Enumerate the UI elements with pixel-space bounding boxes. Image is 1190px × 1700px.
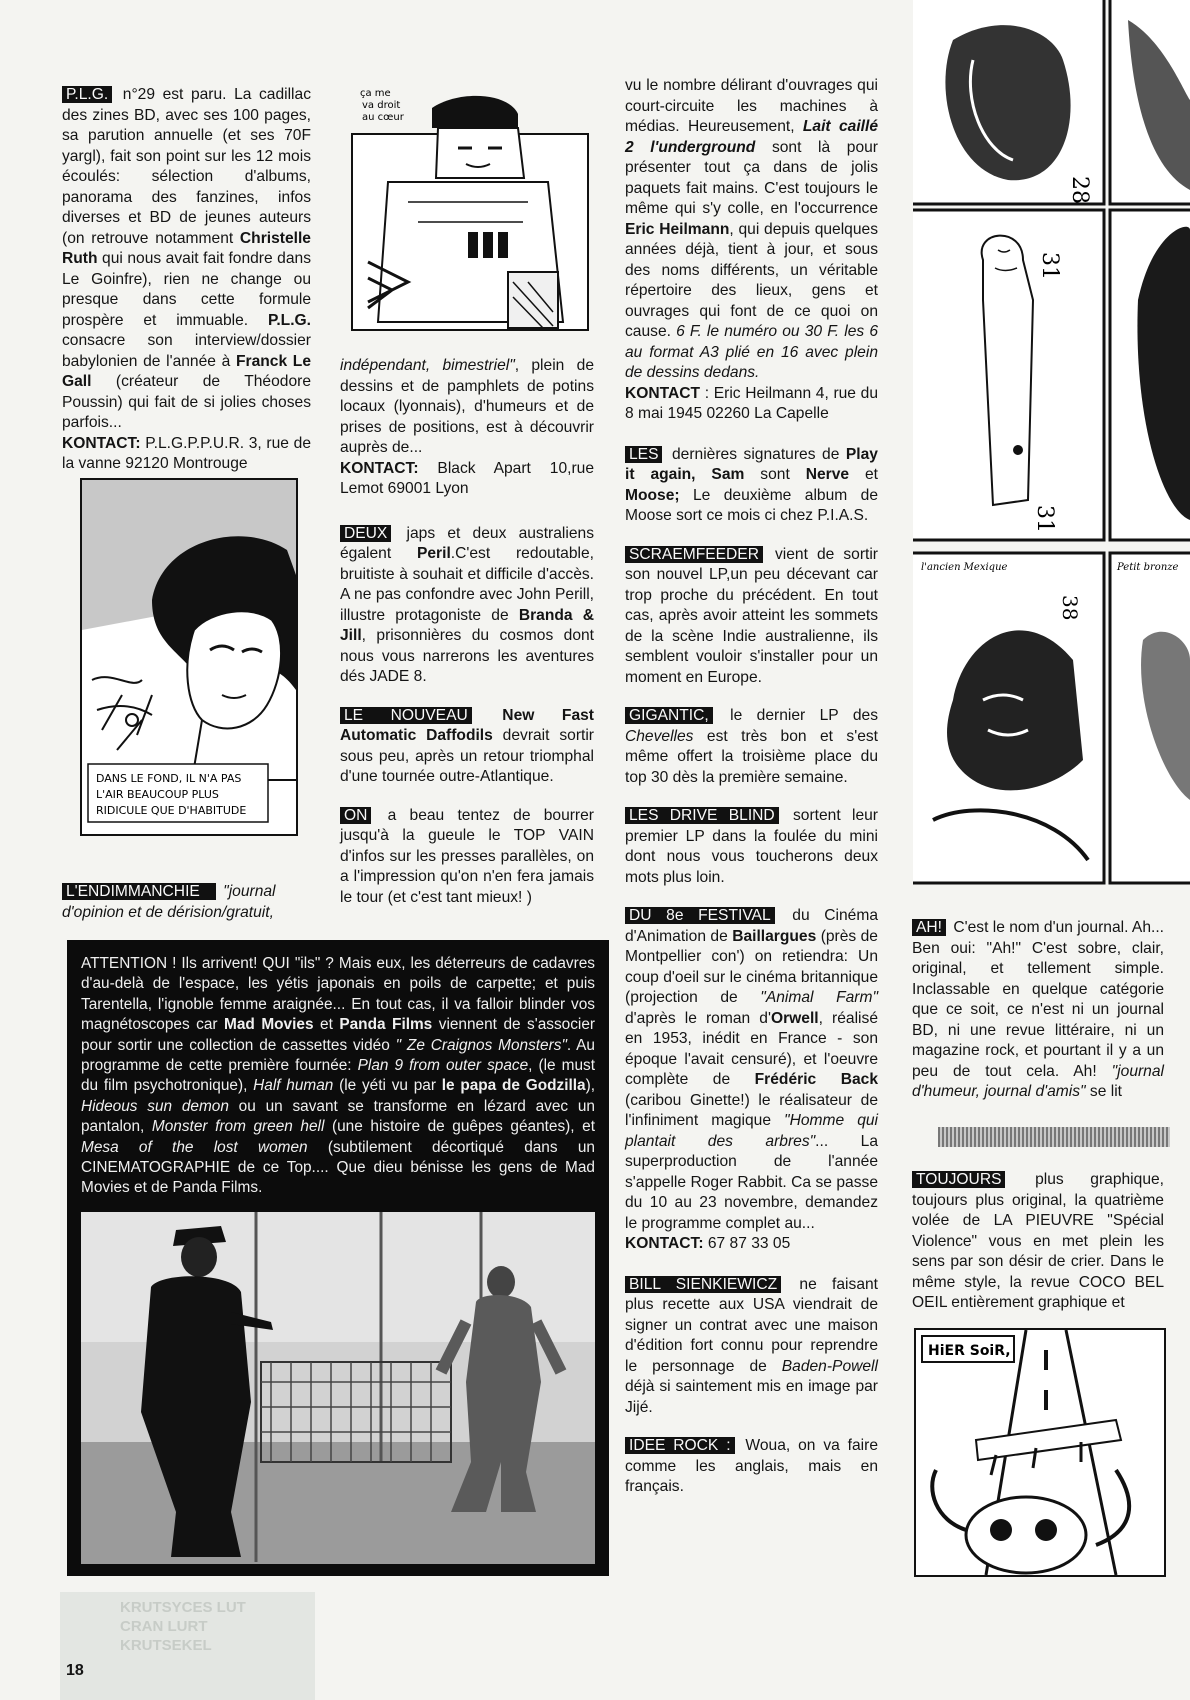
sketch-strip-drawing (913, 0, 1190, 895)
movie-still-drawing (81, 1212, 595, 1564)
caption-line-1: DANS LE FOND, IL N'A PAS (96, 772, 242, 785)
section-tag-bill-sienkiewicz: BILL SIENKIEWICZ (625, 1276, 781, 1293)
column-2 (340, 356, 594, 926)
officer-drawing (348, 82, 594, 340)
section-tag-le-nouveau: LE NOUVEAU (340, 707, 472, 724)
officer-cartoon (348, 82, 594, 340)
strip-number-2: 31 (1037, 252, 1062, 280)
comic-panel-woman (80, 478, 298, 836)
section-tag-on: ON (340, 807, 371, 824)
movie-still-photo (81, 1212, 595, 1564)
article-on: ON a beau tentez de bourrer jusqu'à la gueule le TOP VAIN d'infos sur les presses parallèles, on a l'impression qu'on n'en fera jamais le tour (et c'est tant mieux! ) (340, 806, 594, 906)
article-heilmann: vu le nombre délirant d'ouvrages qui court-circuite les machines à médias. Heureusement, Lait caillé 2 l'underground sont là pour présenter tout ça dans de jolis paquets fait mains. C'est toujours le même qui s'y colle, en l'occurrence Eric Heilmann, qui depuis quelques années déjà, tient à jour, et sous des noms différents, un véritable répertoire des lieux, gens et ouvrages qui font de ce quoi on cause. 6 F. le numéro ou 30 F. les 6 au format A3 plié en 16 avec plein de dessins dedans. (625, 77, 879, 381)
bleed-through-area (60, 1592, 315, 1700)
article-plg: P.L.G. n°29 est paru. La cadillac des zines BD, avec ses 100 pages, sa parution annuelle (et ses 70F yargl), fait son point sur les 12 mois écoulés: sélection d'albums, panorama des fanzines, infos diverses et BD de jeunes auteurs (on retrouve notamment Christelle Ruth qui nous avait fait fondre dans Le Goinfre), rien ne change ou presque dans cette formule prospère et immuable. P.L.G. consacre son interview/dossier babylonien de l'année à Franck Le Gall (créateur de Théodore Poussin) qui fait de si jolies choses parfois... (62, 86, 311, 431)
column-1 (62, 85, 311, 475)
strip-note-2: Petit bronze (1117, 562, 1179, 573)
section-tag-drive-blind: LES DRIVE BLIND (625, 807, 779, 824)
column-4 (912, 918, 1164, 1121)
hier-soir-drawing (916, 1330, 1164, 1575)
kontact-endimmanchie: KONTACT: Black Apart 10,rue Lemot 69001 Lyon (340, 459, 594, 497)
section-tag-les: LES (625, 446, 662, 463)
strip-number-3: 31 (1032, 505, 1057, 533)
article-les: LES dernières signatures de Play it again, Sam sont Nerve et Moose; Le deuxième album de Moose sort ce mois ci chez P.I.A.S. (625, 445, 878, 524)
woman-drawing (82, 480, 296, 834)
hier-soir-comic (914, 1328, 1166, 1577)
section-tag-idee-rock: IDEE ROCK : (625, 1437, 735, 1454)
strip-number-1: 28 (1067, 176, 1092, 204)
mad-movies-box (67, 940, 609, 1576)
article-deux: DEUX japs et deux australiens égalent Peril.C'est redoutable, bruitiste à souhait et difficile d'accès. A ne pas confondre avec John Perill, illustre protagoniste de Branda & Jill, prisonnières du cosmos dont nous vous narrerons les aventures dés JADE 8. (340, 524, 594, 685)
article-endimmanchie-start: L'ENDIMMANCHIE "journal d'opinion et de dérision/gratuit, (62, 883, 276, 921)
kontact-plg: KONTACT: P.L.G.P.P.U.R. 3, rue de la vanne 92120 Montrouge (62, 434, 311, 472)
article-drive-blind: LES DRIVE BLIND sortent leur premier LP dans la foulée du mini dont nous vous toucherons deux mots plus loin. (625, 807, 878, 886)
section-tag-deux: DEUX (340, 525, 391, 542)
caption-line-2: L'AIR BEAUCOUP PLUS (96, 788, 219, 801)
ghost-line-3: KRUTSEKEL (120, 1637, 212, 1654)
hier-soir-label: HiER SoiR, (928, 1343, 1011, 1359)
section-tag-ah: AH! (912, 919, 946, 936)
article-idee-rock: IDEE ROCK : Woua, on va faire comme les anglais, mais en français. (625, 1437, 878, 1495)
article-bill-sienkiewicz: BILL SIENKIEWICZ ne faisant plus recette aux USA viendrait de signer un contrat avec une maison d'édition fort connu pour reprendre le personnage de Baden-Powell déjà si saintement mis en image par Jijé. (625, 1275, 878, 1416)
officer-note-1: ça me (360, 88, 391, 99)
mad-movies-text: ATTENTION ! Ils arrivent! QUI "ils" ? Mais eux, les déterreurs de cadavres d'au-delà de l'espace, les yétis japonais en poils de carpette; et puis Tarentella, l'ignoble femme araignée... En tout cas, il va falloir blinder vos magnétoscopes car Mad Movies et Panda Films viennent de s'associer pour sortir une collection de cassettes vidéo " Ze Craignos Monsters". Au programme de cette première fournée: Plan 9 from outer space, (le must du film psychotronique), Half human (le yéti vu par le papa de Godzilla), Hideous sun demon ou un savant se transforme en lézard avec un pantalon, Monster from green hell (une histoire de guêpes géantes), et Mesa of the lost women (subtilement décortiqué dans un CINEMATOGRAPHIE de ce Top.... Que dieu bénisse les gens de Mad Movies et de Panda Films. (81, 955, 596, 1197)
ghost-line-2: CRAN LURT (120, 1618, 208, 1635)
section-tag-scraemfeeder: SCRAEMFEEDER (625, 546, 763, 563)
hatched-divider (938, 1127, 1170, 1147)
section-tag-festival: DU 8e FESTIVAL (625, 907, 775, 924)
section-tag-toujours: TOUJOURS (912, 1171, 1005, 1188)
article-scraemfeeder: SCRAEMFEEDER vient de sortir son nouvel LP,un peu décevant car trop proche du précédent. En tout cas, après avoir atteint les sommets de la scène Indie australienne, ils semblent vouloir s'installer pour un moment en Europe. (625, 545, 878, 686)
article-ah: AH! C'est le nom d'un journal. Ah... Ben oui: "Ah!" C'est sobre, clair, original, et tellement simple. Inclassable en quelque catégorie que ce soit, ce n'est ni un journal BD, ni une revue littéraire, ni un magazine rock, et pourtant il y a un peu de tout cela. Ah! "journal d'humeur, journal d'amis" se lit (912, 919, 1164, 1100)
caption-line-3: RIDICULE QUE D'HABITUDE (96, 804, 247, 817)
officer-note-3: au cœur (362, 112, 404, 123)
column-3 (625, 76, 878, 1516)
strip-number-4: 38 (1058, 595, 1082, 621)
section-tag-endimmanchie: L'ENDIMMANCHIE (62, 883, 216, 900)
kontact-festival: KONTACT: 67 87 33 05 (625, 1235, 791, 1252)
article-endimmanchie-cont: indépendant, bimestriel", plein de dessins et de pamphlets de potins locaux (lyonnais), d'humeurs et de prises de positions, est à découvrir auprès de... (340, 357, 594, 456)
article-le-nouveau: LE NOUVEAU New Fast Automatic Daffodils devrait sortir sous peu, après un retour triomphal d'une tournée outre-Atlantique. (340, 706, 594, 785)
officer-note-2: va droit (362, 100, 401, 111)
section-tag-gigantic: GIGANTIC, (625, 707, 713, 724)
kontact-heilmann: KONTACT : Eric Heilmann 4, rue du 8 mai 1945 02260 La Capelle (625, 384, 878, 422)
article-festival: DU 8e FESTIVAL du Cinéma d'Animation de Baillargues (près de Montpellier con') on retiendra: Un coup d'oeil sur le cinéma britannique (projection de "Animal Farm" d'après le roman d'Orwell, réalisé en 1953, inédit en France - son époque l'avait censuré), et l'oeuvre complète de Frédéric Back (caribou Ginette!) le réalisateur de l'infiniment magique "Homme qui plantait des arbres"... La superproduction de l'année s'appelle Roger Rabbit. Ca se passe du 10 au 23 novembre, demandez le programme complet au... (625, 907, 878, 1232)
section-tag-plg: P.L.G. (62, 86, 112, 103)
ghost-line-1: KRUTSYCES LUT (120, 1599, 246, 1616)
page-number: 18 (66, 1662, 84, 1679)
sketch-strip (913, 0, 1190, 895)
strip-note-1: l'ancien Mexique (921, 562, 1008, 573)
article-gigantic: GIGANTIC, le dernier LP des Chevelles est très bon et s'est même offert la troisième place du top 30 dès la première semaine. (625, 707, 878, 786)
article-toujours: TOUJOURS plus graphique, toujours plus original, la quatrième volée de LA PIEUVRE "Spécial Violence" vous en met plein les sens par son désir de crier. Dans le même style, la revue COCO BEL OEIL entièrement graphique et (912, 1171, 1164, 1311)
